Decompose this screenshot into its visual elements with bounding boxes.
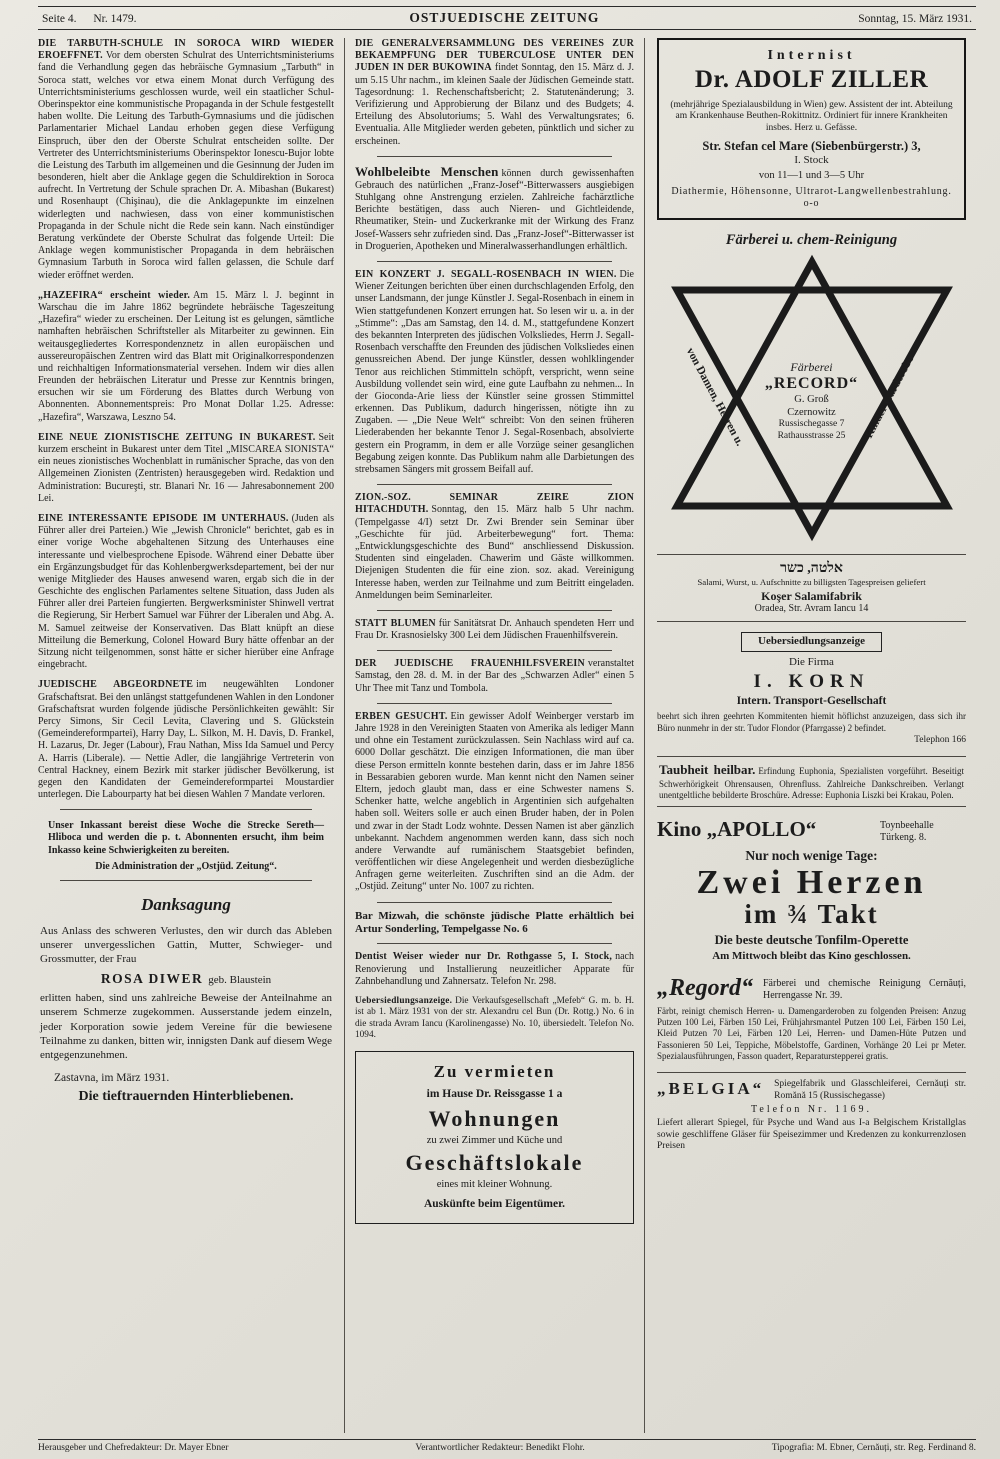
ad-company-name: Koşer Salamifabrik bbox=[761, 588, 862, 603]
divider bbox=[377, 156, 612, 157]
article-body: Ein gewisser Adolf Weinberger verstarb im Jahre 1928 in den Vereinigten Staaten von Amerika als lediger Mann und ohne ein Testament zurückzulassen. Sein Nachlass wird auf ca. 6000 Dollar geschätzt. Die einzigen Informationen, die man über diese Person ermitteln konnte bestehen darin, dass er im Jahre 1856 in Bessarabien geboren wurde. Man kennt nicht den Namen seiner Eltern, jedoch glaubt man, dass er eine Schwester namens S. Schenker hatte, welche angeblich in Argentinien sich aufgehalten haben soll. Weiters solle er auch einen Bruder haben, der in Polen und zwar in der Stadt Lodz wohnte. Dessen Namen ist aber gänzlich unbekannt. Nachdem angenommen werden kann, dass sich noch andere Verwandte auf rumänischem Staatsgebiet befinden, veröffentlichen wir diese Angelegenheit und werden diesbezügliche Anfragen gerne weiterleiten. Zuschriften sind an die Adm. der „Ostjüd. Zeitung“ unter No. 1007 zu richten. bbox=[355, 710, 635, 893]
cinema-name: Kino „APOLLO“ bbox=[657, 817, 817, 842]
masthead-left bbox=[42, 13, 151, 25]
article-title: DER JUEDISCHE FRAUENHILFSVEREIN bbox=[355, 658, 585, 670]
ad-body: Erfindung Euphonia, Spezialisten vorgeführt. Beseitigt Schwerhörigkeit Ohrensausen, Ohrenfluss. Zahlreiche Dankschreiben. Verlangt unentgeltliche bebilderte Broschüre. Adresse: Euphonia Liszki bei Krakau, Polen. bbox=[659, 766, 964, 800]
ad-record-faerberei bbox=[657, 232, 966, 544]
article-body: (Juden als Führer aller drei Parteien.) Wie „Jewish Chronicle“ berichtet, gab es in einer vorige Woche abgehaltenen Sitzung des Unterhauses eine interessante und vielbesprochene Episode. Während einer Debatte über ein Ergänzungsbudget für das Kohlenbergwerksdepartement, bei der nur wenige Mitglieder des Hauses anwesend waren, ergab sich die in der Geschichte des englischen Parlamentes seltene Situation, dass Juden als Führer aller drei Parteien fungierten. Bergwerksminister Shinwell vertrat die Regierung, Sir Herbert Samuel war Führer der Liberalen und Abg. A. M. Samuel zeitweise der Konservativen. Das Blatt knüpft an diese Mitteilung die Bemerkung, Colonel Howard Bury hätte offenbar an der Sitzung nicht teilgenommen, sonst hätte er sicher hierüber eine Anfrage eingebracht. bbox=[38, 512, 334, 671]
divider bbox=[377, 902, 612, 903]
film-title-2: im ¾ Takt bbox=[744, 899, 879, 930]
ad-body: Färbt, reinigt chemisch Herren- u. Damengarderoben zu folgenden Preisen: Anzug Putzen 100 Lei, Färben 150 Lei, Frühjahrsmantel Putzen 100 Lei, Färben 150 Lei, Kleid Putzen 70 Lei, Färben 120 Lei, Herren- und Damen-Hüte Putzen und Fassonieren 50 Lei, Teppiche, Möbelstoffe, Gardinen, Vorhänge 20 Lei pr Meter. Spezialausführungen, Fasson quadert, Reparaturstepperei gratis. bbox=[657, 1005, 966, 1061]
ad-zu-vermieten bbox=[355, 1051, 634, 1224]
ad-header-row bbox=[657, 817, 966, 844]
inkassant-notice-signature: Die Administration der „Ostjüd. Zeitung“. bbox=[95, 860, 277, 872]
article-title: „HAZEFIRA“ erscheint wieder. bbox=[38, 289, 191, 301]
ad-credentials: (mehrjährige Spezialausbildung in Wien) gew. Assistent der int. Abteilung am Krankenhause Beuthen-Rokittnitz. Ordiniert für innere Krankheiten insbes. Herz u. Gefässe. bbox=[670, 99, 953, 134]
article-juedische-abgeordnete bbox=[38, 679, 334, 801]
article-erben-gesucht bbox=[355, 711, 634, 894]
ad-subtitle: Spiegelfabrik und Glasschleiferei, Cernăuți str. Romănă 15 (Russischegasse) bbox=[774, 1079, 966, 1101]
ad-regord-faerberei bbox=[657, 974, 966, 1063]
ad-tag-wrap bbox=[657, 632, 966, 655]
ad-body: beehrt sich ihren geehrten Kommitenten hiemit höflichst anzuzeigen, dass sich ihr Büro nunmehr in der str. Tudor Flondor (Pfarrgasse) 2 befindet. bbox=[657, 711, 966, 733]
ad-company-name: „Regord“ bbox=[657, 974, 753, 1001]
ad-wohnungen: Wohnungen bbox=[428, 1106, 561, 1132]
article-body: veranstaltet Samstag, den 28. d. M. in der Bar des „Schwarzen Adler“ einen 5 Uhr Thee mit Tanz und Tombola. bbox=[355, 658, 634, 694]
column-2 bbox=[344, 38, 644, 1433]
divider bbox=[377, 703, 612, 704]
ad-company-name: „BELGIA“ bbox=[657, 1079, 765, 1099]
article-body: Seit kurzem erscheint in Bukarest unter dem Titel „MISCAREA SIONISTA“ ein neues zionistisches Wochenblatt in rumänischer Sprache, das von den Allgemeinen Zionisten (Zentristen) herausgegeben wird. Redaktion und Administration: Bucureşti, str. Blanari Nr. 16 — Jahresabonnement 200 Lei. bbox=[38, 431, 334, 504]
divider bbox=[377, 610, 612, 611]
article-body: findet Sonntag, den 15. März d. J. um 5.15 Uhr nachm., im kleinen Saale der Jüdischen Gemeinde statt. Tagesordnung: 1. Rechenschaftsbericht; 2. Statutenänderung; 3. Verifizierung und Approbierung der Bilanz und des Budgets; 4. Erteilung des Absolutoriums; 5. Wahl des Verwaltungsrates; 6. Eventualia. Alle Mitglieder werden gebeten, pünktlich und sicher zu erscheinen. bbox=[355, 62, 634, 147]
article-wohlbeleibte-menschen bbox=[355, 164, 634, 253]
article-title: DIE TARBUTH-SCHULE IN SOROCA WIRD WIEDER EROEFFNET. bbox=[38, 38, 334, 62]
ad-line: Färberei bbox=[790, 359, 833, 374]
ad-line: Auskünfte beim Eigentümer. bbox=[423, 1198, 566, 1211]
ad-address: Oradea, Str. Avram Iancu 14 bbox=[754, 603, 869, 615]
obituary-title: Danksagung bbox=[141, 895, 231, 914]
article-body: Am 15. März l. J. beginnt in Warschau die im Jahre 1862 begründete hebräische Tageszeitung „Hazefira“ wieder zu erscheinen. Der Leitung ist es gelungen, sämtliche namhaften hebräischen Schriftsteller als Mitarbeiter zu gewinnen. Ein weitausgegliedertes Korrespondenznetz in allen europäischen und aussereuropäischen Zentren wird das Blatt mit Originalkorrespondenzen und reichhaltigen Informationsmaterial versehen. Indem wir dies allen Freunden der hebräischen Literatur und Presse zur Kenntnis bringen, ersuchen wir sie um Förderung des Blattes durch Werbung von Abonnenten. Abonnementspreis: Pro Monat Dollar 1.25. Adresse: „Hazefira“, Warszawa, Leszno 54. bbox=[38, 289, 334, 423]
masthead bbox=[38, 6, 976, 30]
ad-line: Die beste deutsche Tonfilm-Operette bbox=[714, 933, 909, 947]
divider bbox=[60, 880, 312, 881]
article-title: EIN KONZERT J. SEGALL-ROSENBACH IN WIEN. bbox=[355, 269, 617, 280]
ad-taubheit-heilbar bbox=[657, 756, 966, 807]
ad-body: Liefert allerart Spiegel, für Psyche und Wand aus I-a Belgischem Kristallglas sowie geschliffene Gläser für Speisezimmer und Kredenzen zu konkurrenzlosen Preisen bbox=[657, 1118, 966, 1152]
ad-title: Taubheit heilbar. bbox=[659, 762, 756, 778]
ad-specialty: Internist bbox=[767, 48, 856, 63]
ad-address: Str. Stefan cel Mare (Siebenbürgerstr.) 3, bbox=[702, 139, 921, 154]
ad-line: zu zwei Zimmer und Küche und bbox=[426, 1134, 563, 1146]
page-number: Seite 4. bbox=[42, 13, 77, 25]
ad-phone: Telephon 166 bbox=[914, 734, 966, 745]
ad-koser-salamifabrik bbox=[657, 554, 966, 623]
ad-geschaeftslokale: Geschäftslokale bbox=[405, 1149, 584, 1175]
article-body: Die Wiener Zeitungen berichten über einen durchschlagenden Erfolg, den unser Landsmann, der junge Künstler J. Segal-Rosenbach in einem in Wien stattgefundenen Konzert errungen hat. So lesen wir u. a. in der „Stimme“: „Das am Samstag, den 14. d. M., stattgefundene Konzert des bekannten Interpreten des jüdischen Volksliedes, Herrn J. Segall-Rosenbach verschaffte den Freunden des jüdischen Volksliedes einen genussreichen Abend. Der junge Künstler, dessen wohlklingender Tenor aus reichlichen Stimmitteln schöpft, verspricht, wenn seine Ausbildung vollendet sein wird, eine gute Laufbahn zu nehmen... In der Gioconda-Arie liess der Künstler seine grossen Stimmittel erkennen. Das Publikum, dadurch hingerissen, nötigte ihn zu Zugaben. — „Die Neue Welt“ schreibt: Von den seinen früheren Liederabenden her bekannte Tenor J. Segal-Rosenbach, absolvierte gestern ein Programm, in dem er alle Vorzüge seiner gesanglichen Begabung zeigen konnte. Das Publikum nahm alle Darbietungen des strebsamen Sängers mit grossem Beifall auf. bbox=[355, 269, 634, 475]
ad-owner: G. Groß bbox=[794, 393, 829, 405]
inkassant-notice: Unser Inkassant bereist diese Woche die Strecke Sereth—Hliboca und werden die p. t. Abonnenten ersucht, ihm beim Inkasso keine Schwierigkeiten zu bereiten. bbox=[48, 820, 324, 856]
ad-company-name: I. KORN bbox=[753, 671, 870, 693]
publisher-credit: Herausgeber und Chefredakteur: Dr. Mayer Ebner bbox=[38, 1443, 229, 1453]
ad-body: nach Renovierung und Installierung neuzeitlicher Apparate für Zahnbehandlung und Zahnersatz. Telefon Nr. 298. bbox=[355, 951, 634, 987]
ad-line: eines mit kleiner Wohnung. bbox=[436, 1178, 553, 1190]
article-body: im neugewählten Londoner Grafschaftsrat. Bei den unlängst stattgefundenen Wahlen in den Londoner Grafschaftsrat wurden folgende jüdische Persönlichkeiten gewählt: Sir Percy Simons, Sir Cecil Levita, Clavering und S. Glückstein (Gemeindereformpartei), Harry Day, L. Silkon, M. H. Davis, D. Frankel, H. Lazarus, Dr. Jeger (Labour), Frau Nathan, Miss Ida Samuel und Percy A. Harris (Liberale). — Nettie Adler, die langjährige Vertreterin von Central Hackney, einem Bezirk mit starker jüdischer Bevölkerung, ist gegen den Kandidaten der Gemeindereformpartei Moustardier unterlegen. Die Labourparty hat bei diesen Wahlen 7 Mandate verloren. bbox=[38, 679, 335, 801]
obituary-name-line bbox=[40, 971, 332, 987]
ad-header-row bbox=[657, 974, 966, 1003]
column-1 bbox=[38, 38, 344, 1433]
star-of-david-wrap bbox=[666, 252, 958, 544]
film-title-1: Zwei Herzen bbox=[696, 863, 927, 901]
ad-line: im Hause Dr. Reissgasse 1 a bbox=[426, 1088, 563, 1101]
ad-phone: Telefon Nr. 1169. bbox=[750, 1103, 873, 1115]
article-generalversammlung bbox=[355, 38, 634, 148]
ad-dentist-weiser bbox=[355, 951, 634, 988]
columns bbox=[38, 38, 976, 1433]
article-episode-unterhaus bbox=[38, 513, 334, 671]
article-body: Vor dem obersten Schulrat des Unterrichtsministeriums fand die Verhandlung gegen das hebräische Gymnasium „Tarbuth“ in Soroca statt, welches vor etwa einem Monat durch Verfügung des Unterrichtsministeriums geschlossen wurde, weil ein staatlicher Schul-Oberinspektor eine kommunistische Propaganda in der Schule festgestellt haben wollte. Die Leitung des Tarbuth-Gymnasiums und die jüdischen Parlamentarier Michael Landau erhoben gegen diese Verfügung Einspruch, über den der Oberste Schulrat entscheiden sollte. Der Vertreter des Unterrichtsministeriums Oberinspektor Ionescu-Bujor lobte die Leistung des Tarbuth im allgemeinen und die Gesinnung der Juden im besonderen, hielt aber die Anklage gegen die Schuldirektion in Soroca aufrecht. In Vertretung der Schule sprachen Dr. A. Mibashan (Bukarest) und Rosenhaupt (Chişinau), die die Anklagepunkte im einzelnen widerlegten und nachwiesen, dass von einer kommunistischen Propaganda in der Schule nicht die Rede sein kann. Nach einstündiger Beratung verkündete der Oberste Schulrat das folgende Urteil: Die Anklage wegen kommunistischer Propaganda in dem hebräischen Gymnasium Tarbuth in Soroca wird fallen gelassen, die Schule darf wieder eröffnet werden. bbox=[38, 50, 334, 281]
divider bbox=[377, 650, 612, 651]
article-tarbuth-schule bbox=[38, 38, 334, 282]
article-hazefira bbox=[38, 290, 334, 424]
ad-line: Salami, Wurst, u. Aufschnitte zu billigsten Tagespreisen geliefert bbox=[697, 576, 926, 587]
article-body: für Sanitätsrat Dr. Anhauch spendeten Herr und Frau Dr. Krasnosielsky 300 Lei dem Jüdischen Frauenhilfsverein. bbox=[355, 617, 634, 642]
issue-number: Nr. 1479. bbox=[93, 13, 137, 25]
divider bbox=[377, 484, 612, 485]
obituary-signature: Die tieftrauernden Hinterbliebenen. bbox=[78, 1088, 294, 1104]
article-title: STATT BLUMEN bbox=[355, 617, 436, 629]
ad-brand: „RECORD“ bbox=[764, 375, 859, 393]
ad-street-1: Russischegasse 7 bbox=[778, 419, 845, 430]
ad-body: Die Verkaufsgesellschaft „Mefeb“ G. m. b. H. ist ab 1. März 1931 von der str. Alexandru cel Bun (Dr. Rottg.) No. 6 in die strada Avram Iancu (Karolinengasse) No. 10, übersiedelt. Telefon No. 1094. bbox=[355, 996, 634, 1040]
article-body: Sonntag, den 15. März halb 5 Uhr nachm. (Tempelgasse 4/I) setzt Dr. Zwi Brender sein Seminar über „Geschichte für jüd. Arbeiterbewegung“ fort. Thema: „Entwicklungsgeschichte des Bund“ anschliessend Diskussion. Studenten sind eingeladen. Chawerim und Gäste willkommen. Diejenigen Studenten die für eine zion. soz. akad. Vereinigung Interesse haben, werden zur Teilnahme und zum Beitritt eingeladen. Anmeldungen beim Seminarleiter. bbox=[355, 504, 634, 601]
ad-doctor-name: Dr. ADOLF ZILLER bbox=[694, 66, 929, 94]
ad-floor: I. Stock bbox=[794, 154, 829, 167]
article-title: EINE NEUE ZIONISTISCHE ZEITUNG IN BUKAREST. bbox=[38, 431, 316, 443]
ad-city: Czernowitz bbox=[787, 406, 836, 418]
article-statt-blumen bbox=[355, 618, 634, 642]
ad-mefeb-uebersiedlung bbox=[355, 996, 634, 1041]
obituary-place: Zastavna, im März 1931. bbox=[54, 1071, 170, 1084]
ad-tag: Uebersiedlungsanzeige bbox=[741, 632, 882, 651]
ad-side-text-right: Kinder Garderobe bbox=[862, 353, 916, 440]
ad-title: Dentist Weiser wieder nur Dr. Rothgasse 5, I. Stock, bbox=[355, 951, 613, 963]
article-title: EINE INTERESSANTE EPISODE IM UNTERHAUS. bbox=[38, 512, 289, 524]
editor-credit: Verantwortlicher Redakteur: Benedikt Flohr. bbox=[415, 1443, 585, 1453]
ad-subtitle: Färberei und chemische Reinigung Cernăuți, Herrengasse Nr. 39. bbox=[763, 977, 966, 1001]
article-title: ZION.-SOZ. SEMINAR ZEIRE ZION HITACHDUTH. bbox=[355, 492, 634, 516]
printer-credit: Tipografia: M. Ebner, Cernăuți, str. Reg. Ferdinand 8. bbox=[771, 1443, 976, 1453]
article-konzert-segall-rosenbach bbox=[355, 269, 634, 476]
deceased-name-suffix: geb. Blaustein bbox=[208, 973, 272, 986]
ad-subtitle: Intern. Transport-Gesellschaft bbox=[736, 695, 887, 708]
ad-kino-apollo bbox=[657, 817, 966, 964]
article-title: Wohlbeleibte Menschen bbox=[355, 163, 499, 179]
article-body: können durch gewissenhaften Gebrauch des natürlichen „Franz-Josef“-Bitterwassers ausgiebigen Stuhlgang ohne Anstrengung erzielen. Zahlreiche fachärztliche Berichte bestätigen, dass auch Nieren- und Gichtleidende, Rheumatiker, Stein- und Zuckerkranke mit der Wirkung des Franz Josef-Wassers sehr zufrieden sind. Das „Franz-Josef“-Bitterwasser ist in Droguerien, Apotheken und Mineralwasserhandlungen erhältlich. bbox=[355, 167, 634, 252]
obituary-body-1: Aus Anlass des schweren Verlustes, den wir durch das Ableben unserer unvergesslichen Gattin, Mutter, Schwieger- und Grossmutter, der Frau bbox=[40, 924, 332, 966]
ad-belgia-spiegelfabrik bbox=[657, 1072, 966, 1153]
ad-korn-transport bbox=[657, 632, 966, 746]
ad-side-text-left: von Damen, Herren u. bbox=[683, 345, 746, 448]
ad-title: Uebersiedlungsanzeige. bbox=[355, 996, 453, 1006]
cinema-address: Toynbeehalle Türkeng. 8. bbox=[880, 820, 934, 844]
ad-header-row bbox=[657, 1079, 966, 1102]
ad-line: Die Firma bbox=[789, 655, 834, 668]
ad-header: Färberei u. chem-Reinigung bbox=[725, 232, 898, 249]
ad-line: Am Mittwoch bleibt das Kino geschlossen. bbox=[712, 950, 911, 963]
ad-hours: von 11—1 und 3—5 Uhr bbox=[758, 169, 865, 181]
ad-bar-mizwah: Bar Mizwah, die schönste jüdische Platte erhältlich bei Artur Sonderling, Tempelgasse No. 6 bbox=[355, 909, 634, 936]
divider bbox=[377, 261, 612, 262]
ad-heading: Zu vermieten bbox=[433, 1062, 556, 1082]
article-title: DIE GENERALVERSAMMLUNG DES VEREINES ZUR BEKAEMPFUNG DER TUBERCULOSE UNTER DEN JUDEN IN DER BUKOWINA bbox=[355, 38, 634, 74]
ad-services: Diathermie, Höhensonne, Ultrarot-Langwellenbestrahlung. o-o bbox=[671, 185, 952, 209]
article-title: JUEDISCHE ABGEORDNETE bbox=[38, 679, 194, 691]
article-neue-zeitung-bukarest bbox=[38, 432, 334, 505]
deceased-name: ROSA DIWER bbox=[100, 970, 204, 986]
ad-dr-adolf-ziller bbox=[657, 38, 966, 220]
article-title: ERBEN GESUCHT. bbox=[355, 710, 448, 722]
column-3 bbox=[644, 38, 966, 1433]
obituary-danksagung bbox=[38, 889, 334, 1107]
ad-hebrew-text: אלטה, כשר bbox=[780, 560, 843, 576]
page-footer bbox=[38, 1439, 976, 1453]
obituary-body-2: erlitten haben, sind uns zahlreiche Beweise der Anteilnahme an unserem Schmerze zugekommen. Ausserstande jedem einzeln, jeder Korporation sowie jedem Vereine für die bewiesene Teilnahme zu danken, bitten wir, innigsten Dank auf diesem Wege entgegenzunehmen. bbox=[40, 992, 332, 1062]
article-frauenhilfsverein bbox=[355, 658, 634, 695]
issue-date: Sonntag, 15. März 1931. bbox=[858, 13, 972, 25]
ad-street-2: Rathausstrasse 25 bbox=[777, 430, 846, 441]
divider bbox=[377, 943, 612, 944]
newspaper-title: OSTJUEDISCHE ZEITUNG bbox=[409, 10, 600, 25]
divider bbox=[60, 809, 312, 810]
ad-line: Nur noch wenige Tage: bbox=[745, 848, 878, 864]
article-seminar-zeire-zion bbox=[355, 492, 634, 602]
